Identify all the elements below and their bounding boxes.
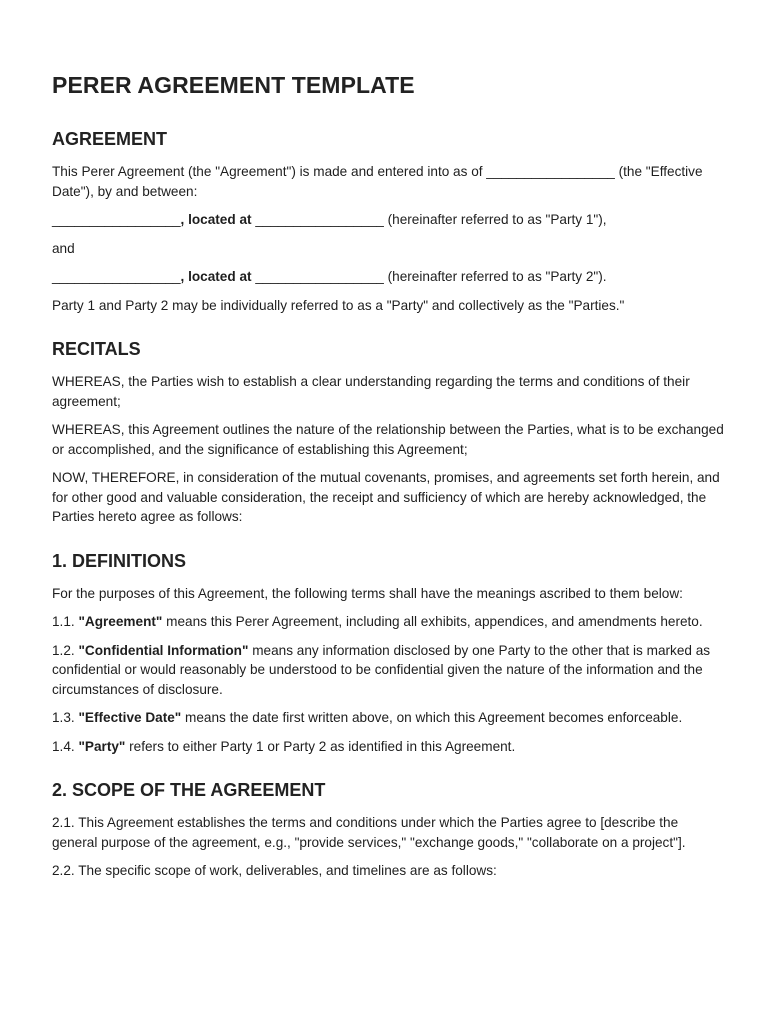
definition-number: 1.4. bbox=[52, 738, 79, 754]
scope-paragraph: 2.1. This Agreement establishes the terms and conditions under which the Parties agree to [describe the general purpose of the agreement, e.g., "provide services," "exchange goods," "collaborate on a project"]. bbox=[52, 815, 686, 850]
agreement-intro: This Perer Agreement (the "Agreement") is made and entered into as of _________________ (the "Effective Date"), by and between: bbox=[52, 164, 703, 199]
definition-term: "Party" bbox=[78, 738, 126, 754]
definition-item bbox=[52, 641, 724, 700]
definition-item bbox=[52, 612, 724, 632]
definition-item bbox=[52, 737, 724, 757]
scope-heading: 2. SCOPE OF THE AGREEMENT bbox=[52, 780, 326, 800]
party1-blank: _________________ bbox=[52, 212, 181, 227]
definition-term: "Agreement" bbox=[78, 614, 163, 629]
party1-address: _________________ (hereinafter referred to as "Party 1"), bbox=[251, 212, 607, 227]
definition-number: 1.2. bbox=[52, 642, 79, 658]
party1-located-at: , located at bbox=[180, 212, 252, 227]
document-content bbox=[52, 72, 724, 890]
recital-paragraph: WHEREAS, this Agreement outlines the nature of the relationship between the Parties, what is to be exchanged or accomplished, and the significance of establishing this Agreement; bbox=[52, 422, 724, 457]
definition-number: 1.1. bbox=[52, 614, 79, 629]
recital-paragraph: WHEREAS, the Parties wish to establish a clear understanding regarding the terms and conditions of their agreement; bbox=[52, 374, 690, 409]
recitals-heading: RECITALS bbox=[52, 339, 141, 359]
party2-located-at: , located at bbox=[180, 269, 252, 284]
definitions-heading: 1. DEFINITIONS bbox=[52, 550, 187, 571]
party2-blank: _________________ bbox=[52, 269, 181, 284]
party2-line bbox=[52, 267, 724, 287]
definition-text: refers to either Party 1 or Party 2 as identified in this Agreement. bbox=[125, 738, 516, 754]
and-connector: and bbox=[52, 240, 75, 256]
scope-paragraph: 2.2. The specific scope of work, deliverables, and timelines are as follows: bbox=[52, 863, 497, 878]
definitions-intro: For the purposes of this Agreement, the following terms shall have the meanings ascribed to them below: bbox=[52, 585, 683, 601]
definition-term: "Effective Date" bbox=[78, 710, 182, 725]
agreement-heading: AGREEMENT bbox=[52, 129, 168, 149]
party1-line bbox=[52, 210, 724, 230]
document-title: PERER AGREEMENT TEMPLATE bbox=[52, 72, 415, 98]
parties-note: Party 1 and Party 2 may be individually referred to as a "Party" and collectively as the "Parties." bbox=[52, 297, 625, 313]
definition-item bbox=[52, 708, 724, 728]
recital-paragraph: NOW, THEREFORE, in consideration of the mutual covenants, promises, and agreements set forth herein, and for other good and valuable consideration, the receipt and sufficiency of which are hereby acknowledged, the Parties hereto agree as follows: bbox=[52, 470, 720, 524]
definition-number: 1.3. bbox=[52, 710, 79, 725]
definition-text: means this Perer Agreement, including all exhibits, appendices, and amendments hereto. bbox=[162, 614, 703, 629]
definition-text: means any information disclosed by one Party to the other that is marked as confidential or would reasonably be understood to be confidential given the nature of the information and the circumstances of disclosure. bbox=[52, 642, 711, 697]
definition-text: means the date first written above, on which this Agreement becomes enforceable. bbox=[181, 710, 683, 725]
definition-term: "Confidential Information" bbox=[78, 642, 249, 658]
party2-address: _________________ (hereinafter referred to as "Party 2"). bbox=[251, 269, 607, 284]
